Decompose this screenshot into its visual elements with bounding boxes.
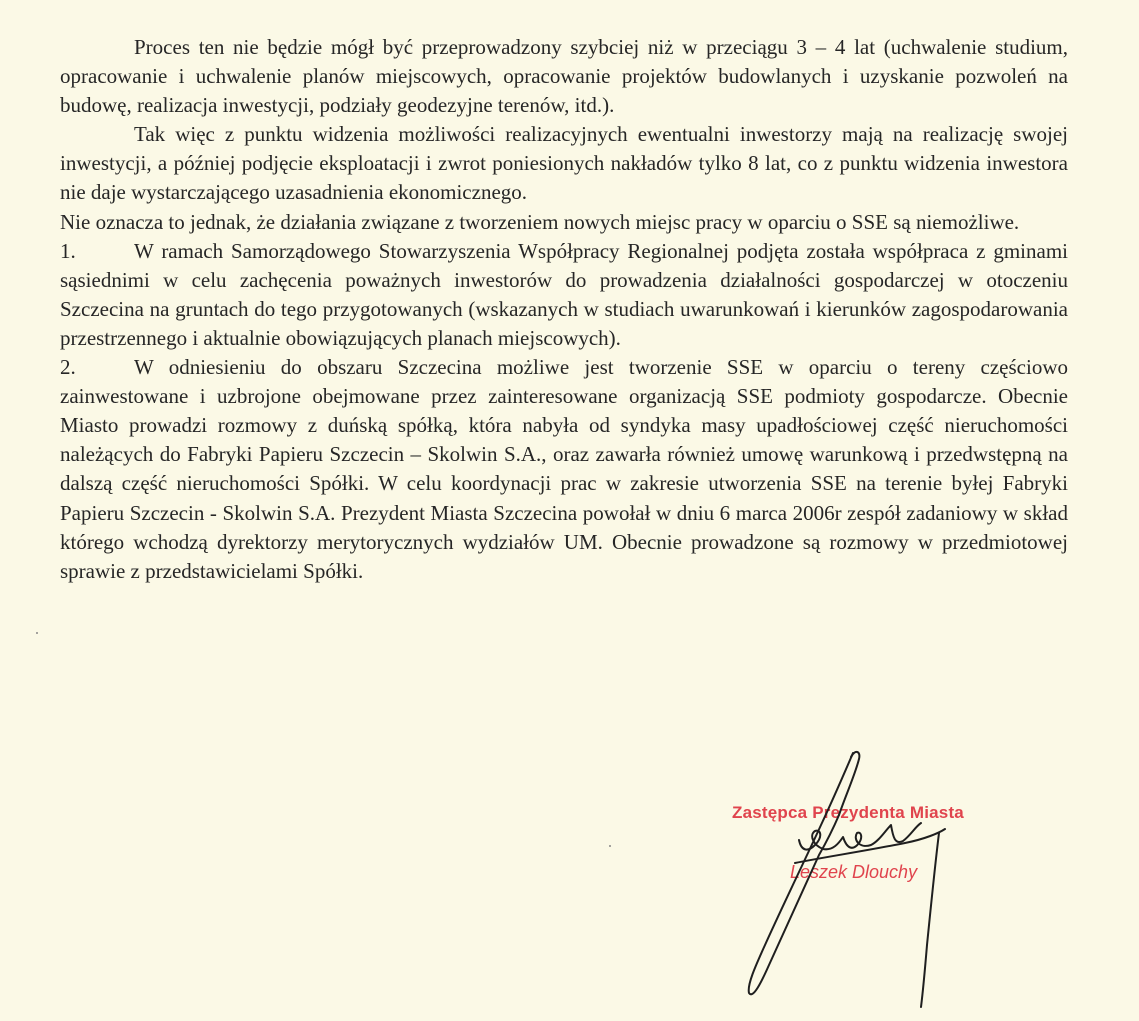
list-item-2 <box>60 353 1068 586</box>
list-item-1 <box>60 237 1068 353</box>
scan-speck <box>36 632 38 634</box>
list-item-text: W odniesieniu do obszaru Szczecina możliwe jest tworzenie SSE w oparciu o tereny częściowo zainwestowane i uzbrojone obejmowane przez zainteresowane organizacją SSE podmioty gospodarcze. Obecnie Miasto prowadzi rozmowy z duńską spółką, która nabyła od syndyka masy upadłościowej część nieruchomości należących do Fabryki Papieru Szczecin – Skolwin S.A., oraz zawarła również umowę warunkową i przedwstępną na dalszą część nieruchomości Spółki. W celu koordynacji prac w zakresie utworzenia SSE na terenie byłej Fabryki Papieru Szczecin - Skolwin S.A. Prezydent Miasta Szczecina powołał w dniu 6 marca 2006r zespół zadaniowy w skład którego wchodzą dyrektorzy merytorycznych wydziałów UM. Obecnie prowadzone są rozmowy w przedmiotowej sprawie z przedstawicielami Spółki. <box>60 355 1068 583</box>
stamp-title: Zastępca Prezydenta Miasta <box>732 803 964 822</box>
paragraph-investor-timeframe: Tak więc z punktu widzenia możliwości realizacyjnych ewentualni inwestorzy mają na realizację swojej inwestycji, a później podjęcie eksploatacji i zwrot poniesionych nakładów tylko 8 lat, co z punktu widzenia inwestora nie daje wystarczającego uzasadnienia ekonomicznego. <box>60 122 1068 205</box>
document-body <box>60 33 1068 586</box>
list-number: 1. <box>60 238 76 263</box>
list-item-text: W ramach Samorządowego Stowarzyszenia Współpracy Regionalnej podjęta została współpraca z gminami sąsiednimi w celu zachęcenia poważnych inwestorów do prowadzenia działalności gospodarczej w otoczeniu Szczecina na gruntach do tego przygotowanych (wskazanych w studiach uwarunkowań i kierunków zagospodarowania przestrzennego i aktualnie obowiązujących planach miejscowych). <box>60 238 1068 350</box>
handwritten-signature <box>735 745 965 1015</box>
scan-speck <box>609 845 611 847</box>
stamp-name: Leszek Dlouchy <box>790 862 918 882</box>
list-number: 2. <box>60 355 76 380</box>
paragraph-process-duration: Proces ten nie będzie mógł być przeprowadzony szybciej niż w przeciągu 3 – 4 lat (uchwalenie studium, opracowanie i uchwalenie planów miejscowych, opracowanie projektów budowlanych i uzyskanie pozwoleń na budowę, realizacja inwestycji, podziały geodezyjne terenów, itd.). <box>60 35 1068 118</box>
paragraph-sse-possibility: Nie oznacza to jednak, że działania związane z tworzeniem nowych miejsc pracy w oparciu o SSE są niemożliwe. <box>60 209 1020 234</box>
